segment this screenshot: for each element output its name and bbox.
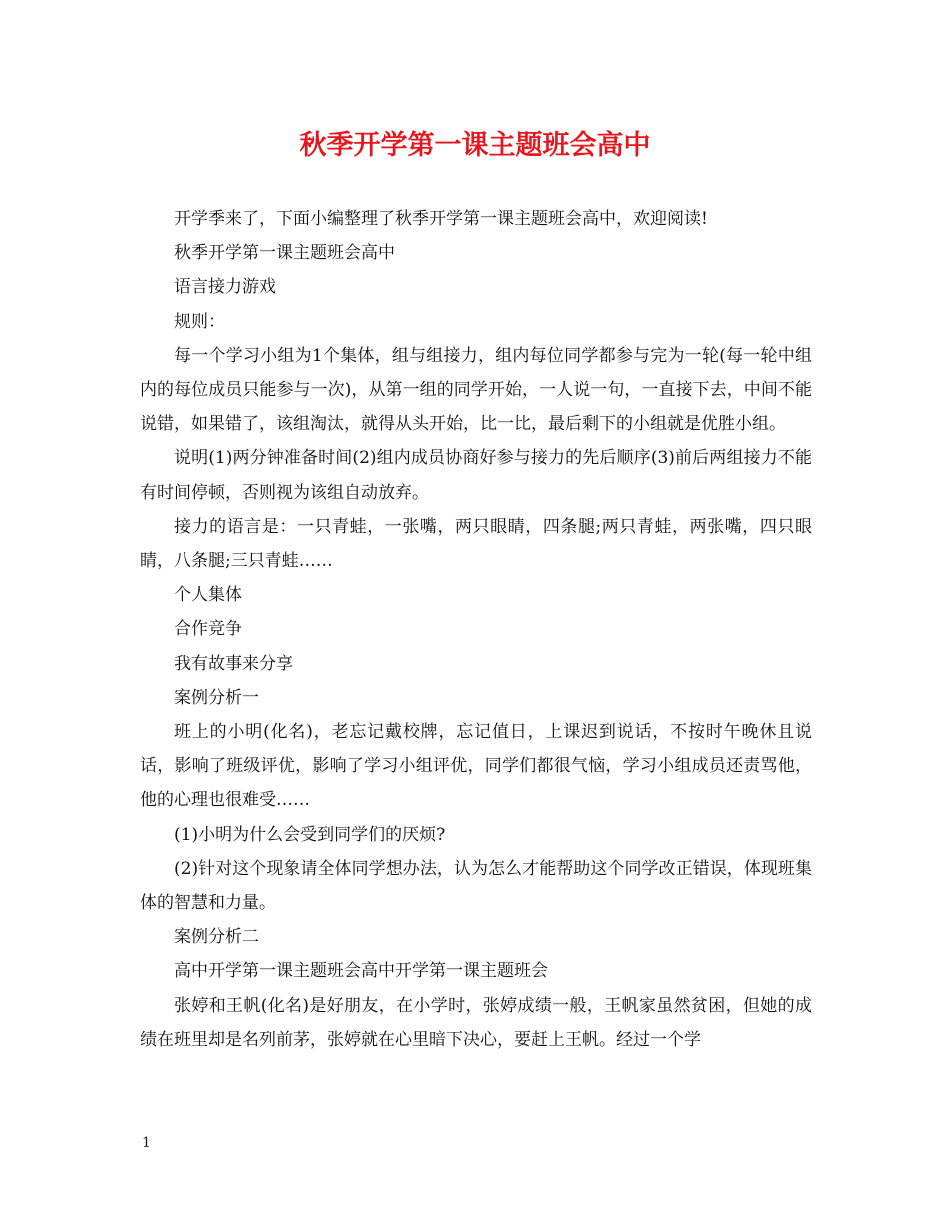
paragraph: 个人集体 bbox=[174, 585, 242, 606]
paragraph: 案例分析二 bbox=[174, 927, 259, 948]
document-body bbox=[140, 202, 812, 1057]
paragraph: 张婷和王帆(化名)是好朋友，在小学时，张婷成绩一般，王帆家虽然贫困，但她的成绩在班里却是名列前茅，张婷就在心里暗下决心，要赶上王帆。经过一个学 bbox=[140, 995, 812, 1050]
paragraph: 高中开学第一课主题班会高中开学第一课主题班会 bbox=[174, 961, 548, 982]
paragraph: 开学季来了，下面小编整理了秋季开学第一课主题班会高中，欢迎阅读! bbox=[174, 209, 708, 229]
paragraph: (2)针对这个现象请全体同学想办法，认为怎么才能帮助这个同学改正错误，体现班集体的智慧和力量。 bbox=[140, 858, 812, 914]
paragraph: (1)小明为什么会受到同学们的厌烦? bbox=[174, 824, 446, 845]
paragraph: 说明(1)两分钟准备时间(2)组内成员协商好参与接力的先后顺序(3)前后两组接力不能有时间停顿，否则视为该组自动放弃。 bbox=[140, 448, 812, 503]
page-number: 1 bbox=[142, 1135, 151, 1151]
paragraph: 秋季开学第一课主题班会高中 bbox=[174, 243, 395, 264]
paragraph: 语言接力游戏 bbox=[174, 277, 276, 298]
paragraph: 案例分析一 bbox=[174, 687, 259, 708]
paragraph: 合作竞争 bbox=[174, 619, 242, 640]
paragraph: 我有故事来分享 bbox=[174, 653, 293, 674]
paragraph: 规则： bbox=[174, 311, 225, 332]
document-title: 秋季开学第一课主题班会高中 bbox=[299, 130, 651, 161]
paragraph: 每一个学习小组为1个集体，组与组接力，组内每位同学都参与完为一轮(每一轮中组内的每位成员只能参与一次)，从第一组的同学开始，一人说一句，一直接下去，中间不能说错，如果错了，该组淘汰，就得从头开始，比一比，最后剩下的小组就是优胜小组。 bbox=[140, 345, 812, 435]
paragraph: 班上的小明(化名)，老忘记戴校牌，忘记值日，上课迟到说话，不按时午晚休且说话，影响了班级评优，影响了学习小组评优，同学们都很气恼，学习小组成员还责骂他，他的心理也很难受…… bbox=[140, 722, 812, 811]
paragraph: 接力的语言是：一只青蛙，一张嘴，两只眼睛，四条腿;两只青蛙，两张嘴，四只眼睛，八条腿;三只青蛙…… bbox=[140, 516, 812, 572]
